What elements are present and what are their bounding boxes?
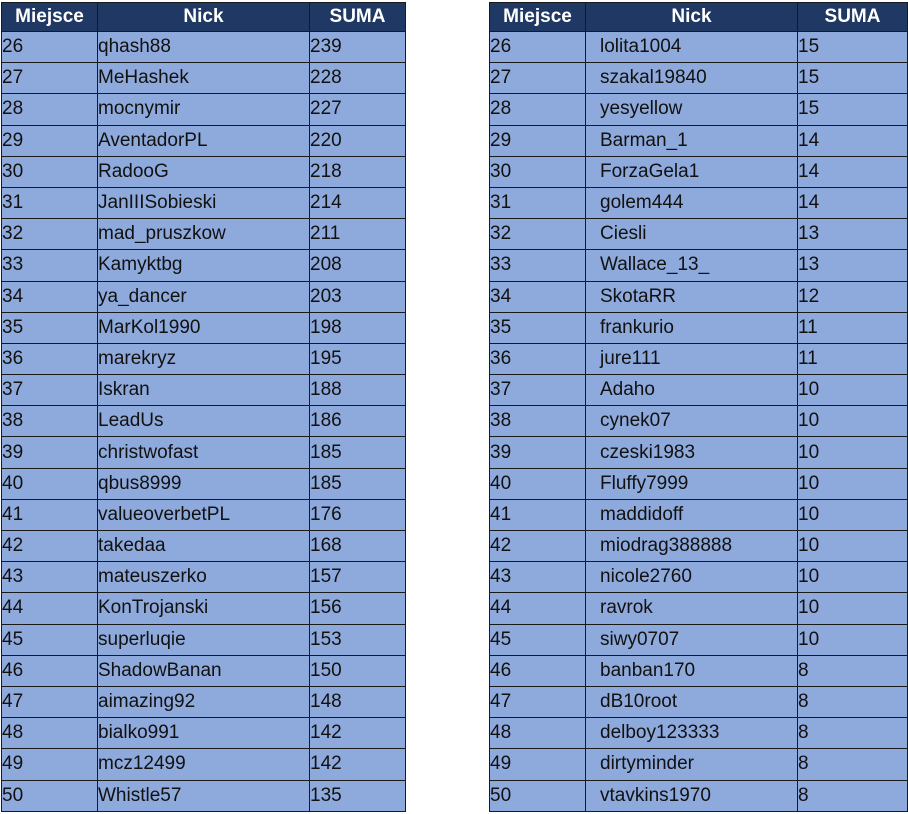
ranking-table-left [1, 2, 406, 812]
nick-cell: czeski1983 [586, 437, 798, 468]
table-row [490, 468, 908, 499]
table-row [2, 562, 406, 593]
sum-cell: 186 [310, 406, 406, 437]
sum-cell: 185 [310, 437, 406, 468]
ranking-rows-left [2, 32, 406, 812]
table-row [490, 437, 908, 468]
place-cell: 42 [2, 531, 98, 562]
nick-cell: frankurio [586, 312, 798, 343]
nick-cell: aimazing92 [98, 686, 310, 717]
place-cell: 48 [2, 718, 98, 749]
place-cell: 46 [2, 655, 98, 686]
place-cell: 28 [490, 94, 586, 125]
table-row [2, 187, 406, 218]
table-row [490, 219, 908, 250]
place-cell: 47 [2, 686, 98, 717]
sum-cell: 239 [310, 32, 406, 63]
sum-cell: 208 [310, 250, 406, 281]
table-row [2, 375, 406, 406]
sum-cell: 11 [798, 312, 908, 343]
table-row [2, 250, 406, 281]
sum-cell: 195 [310, 343, 406, 374]
sum-cell: 15 [798, 32, 908, 63]
table-row [490, 655, 908, 686]
nick-cell: cynek07 [586, 406, 798, 437]
sum-cell: 157 [310, 562, 406, 593]
place-cell: 34 [2, 281, 98, 312]
sum-cell: 10 [798, 531, 908, 562]
table-row [2, 32, 406, 63]
table-row [490, 406, 908, 437]
sum-cell: 220 [310, 125, 406, 156]
table-row [490, 125, 908, 156]
table-row [2, 156, 406, 187]
nick-cell: Kamyktbg [98, 250, 310, 281]
place-cell: 44 [2, 593, 98, 624]
sum-cell: 10 [798, 593, 908, 624]
table-row [2, 437, 406, 468]
table-row [2, 63, 406, 94]
sum-cell: 135 [310, 780, 406, 811]
table-row [2, 686, 406, 717]
sum-cell: 176 [310, 499, 406, 530]
nick-cell: JanIIISobieski [98, 187, 310, 218]
table-row [2, 749, 406, 780]
header-place: Miejsce [2, 3, 98, 32]
sum-cell: 15 [798, 94, 908, 125]
nick-cell: SkotaRR [586, 281, 798, 312]
nick-cell: MeHashek [98, 63, 310, 94]
table-row [490, 94, 908, 125]
sum-cell: 14 [798, 187, 908, 218]
sum-cell: 10 [798, 437, 908, 468]
table-row [2, 593, 406, 624]
sum-cell: 14 [798, 156, 908, 187]
place-cell: 43 [490, 562, 586, 593]
place-cell: 32 [490, 219, 586, 250]
place-cell: 37 [2, 375, 98, 406]
nick-cell: ForzaGela1 [586, 156, 798, 187]
nick-cell: dirtyminder [586, 749, 798, 780]
table-row [490, 343, 908, 374]
table-row [490, 312, 908, 343]
table-row [2, 312, 406, 343]
table-row [490, 531, 908, 562]
nick-cell: Adaho [586, 375, 798, 406]
place-cell: 39 [2, 437, 98, 468]
place-cell: 27 [490, 63, 586, 94]
table-row [490, 686, 908, 717]
sum-cell: 8 [798, 780, 908, 811]
table-row [2, 468, 406, 499]
nick-cell: golem444 [586, 187, 798, 218]
place-cell: 29 [2, 125, 98, 156]
table-row [490, 718, 908, 749]
sum-cell: 153 [310, 624, 406, 655]
table-row [2, 281, 406, 312]
sum-cell: 13 [798, 219, 908, 250]
table-row [2, 343, 406, 374]
sum-cell: 211 [310, 219, 406, 250]
header-sum: SUMA [798, 3, 908, 32]
sum-cell: 227 [310, 94, 406, 125]
sum-cell: 8 [798, 655, 908, 686]
sum-cell: 185 [310, 468, 406, 499]
nick-cell: delboy123333 [586, 718, 798, 749]
place-cell: 49 [2, 749, 98, 780]
table-row [490, 32, 908, 63]
sum-cell: 188 [310, 375, 406, 406]
sum-cell: 214 [310, 187, 406, 218]
header-nick: Nick [586, 3, 798, 32]
nick-cell: takedaa [98, 531, 310, 562]
nick-cell: mocnymir [98, 94, 310, 125]
table-row [2, 655, 406, 686]
nick-cell: christwofast [98, 437, 310, 468]
place-cell: 32 [2, 219, 98, 250]
nick-cell: ya_dancer [98, 281, 310, 312]
place-cell: 36 [2, 343, 98, 374]
nick-cell: RadooG [98, 156, 310, 187]
place-cell: 37 [490, 375, 586, 406]
nick-cell: LeadUs [98, 406, 310, 437]
sum-cell: 12 [798, 281, 908, 312]
table-row [2, 780, 406, 811]
place-cell: 38 [490, 406, 586, 437]
place-cell: 48 [490, 718, 586, 749]
place-cell: 28 [2, 94, 98, 125]
place-cell: 50 [490, 780, 586, 811]
sum-cell: 142 [310, 749, 406, 780]
nick-cell: jure111 [586, 343, 798, 374]
sum-cell: 10 [798, 499, 908, 530]
place-cell: 41 [490, 499, 586, 530]
ranking-rows-right [490, 32, 908, 812]
nick-cell: MarKol1990 [98, 312, 310, 343]
nick-cell: mateuszerko [98, 562, 310, 593]
place-cell: 30 [490, 156, 586, 187]
nick-cell: vtavkins1970 [586, 780, 798, 811]
place-cell: 27 [2, 63, 98, 94]
table-row [490, 593, 908, 624]
place-cell: 34 [490, 281, 586, 312]
place-cell: 46 [490, 655, 586, 686]
nick-cell: ravrok [586, 593, 798, 624]
nick-cell: Wallace_13_ [586, 250, 798, 281]
place-cell: 30 [2, 156, 98, 187]
table-row [490, 499, 908, 530]
sum-cell: 156 [310, 593, 406, 624]
sum-cell: 8 [798, 686, 908, 717]
nick-cell: Barman_1 [586, 125, 798, 156]
place-cell: 42 [490, 531, 586, 562]
ranking-table-right [489, 2, 908, 812]
nick-cell: mad_pruszkow [98, 219, 310, 250]
nick-cell: Iskran [98, 375, 310, 406]
place-cell: 26 [490, 32, 586, 63]
table-row [2, 406, 406, 437]
table-row [490, 749, 908, 780]
nick-cell: dB10root [586, 686, 798, 717]
table-row [490, 250, 908, 281]
place-cell: 33 [490, 250, 586, 281]
place-cell: 47 [490, 686, 586, 717]
nick-cell: qhash88 [98, 32, 310, 63]
header-sum: SUMA [310, 3, 406, 32]
place-cell: 39 [490, 437, 586, 468]
table-row [2, 125, 406, 156]
sum-cell: 150 [310, 655, 406, 686]
table-row [490, 281, 908, 312]
nick-cell: banban170 [586, 655, 798, 686]
table-row [490, 187, 908, 218]
nick-cell: valueoverbetPL [98, 499, 310, 530]
header-row [2, 3, 406, 32]
table-row [490, 375, 908, 406]
table-row [490, 624, 908, 655]
nick-cell: ShadowBanan [98, 655, 310, 686]
table-row [2, 219, 406, 250]
nick-cell: bialko991 [98, 718, 310, 749]
nick-cell: AventadorPL [98, 125, 310, 156]
place-cell: 45 [2, 624, 98, 655]
table-row [490, 562, 908, 593]
place-cell: 31 [490, 187, 586, 218]
sum-cell: 218 [310, 156, 406, 187]
sum-cell: 14 [798, 125, 908, 156]
nick-cell: yesyellow [586, 94, 798, 125]
header-place: Miejsce [490, 3, 586, 32]
place-cell: 35 [2, 312, 98, 343]
nick-cell: lolita1004 [586, 32, 798, 63]
table-row [2, 531, 406, 562]
sum-cell: 10 [798, 562, 908, 593]
table-row [490, 63, 908, 94]
sum-cell: 148 [310, 686, 406, 717]
place-cell: 40 [490, 468, 586, 499]
place-cell: 49 [490, 749, 586, 780]
header-nick: Nick [98, 3, 310, 32]
place-cell: 33 [2, 250, 98, 281]
nick-cell: Whistle57 [98, 780, 310, 811]
place-cell: 50 [2, 780, 98, 811]
sum-cell: 10 [798, 624, 908, 655]
table-row [2, 94, 406, 125]
table-row [2, 499, 406, 530]
nick-cell: qbus8999 [98, 468, 310, 499]
sum-cell: 8 [798, 749, 908, 780]
nick-cell: miodrag388888 [586, 531, 798, 562]
sum-cell: 10 [798, 375, 908, 406]
place-cell: 41 [2, 499, 98, 530]
place-cell: 26 [2, 32, 98, 63]
table-row [490, 156, 908, 187]
table-row [490, 780, 908, 811]
sum-cell: 15 [798, 63, 908, 94]
nick-cell: mcz12499 [98, 749, 310, 780]
place-cell: 43 [2, 562, 98, 593]
nick-cell: marekryz [98, 343, 310, 374]
nick-cell: superluqie [98, 624, 310, 655]
sum-cell: 228 [310, 63, 406, 94]
sum-cell: 10 [798, 406, 908, 437]
place-cell: 44 [490, 593, 586, 624]
sum-cell: 203 [310, 281, 406, 312]
place-cell: 36 [490, 343, 586, 374]
nick-cell: nicole2760 [586, 562, 798, 593]
sum-cell: 8 [798, 718, 908, 749]
sum-cell: 10 [798, 468, 908, 499]
place-cell: 29 [490, 125, 586, 156]
place-cell: 35 [490, 312, 586, 343]
table-row [2, 718, 406, 749]
sum-cell: 13 [798, 250, 908, 281]
nick-cell: szakal19840 [586, 63, 798, 94]
place-cell: 38 [2, 406, 98, 437]
sum-cell: 168 [310, 531, 406, 562]
nick-cell: Ciesli [586, 219, 798, 250]
place-cell: 45 [490, 624, 586, 655]
sum-cell: 11 [798, 343, 908, 374]
nick-cell: siwy0707 [586, 624, 798, 655]
nick-cell: KonTrojanski [98, 593, 310, 624]
nick-cell: Fluffy7999 [586, 468, 798, 499]
nick-cell: maddidoff [586, 499, 798, 530]
place-cell: 31 [2, 187, 98, 218]
header-row [490, 3, 908, 32]
sum-cell: 142 [310, 718, 406, 749]
table-row [2, 624, 406, 655]
sum-cell: 198 [310, 312, 406, 343]
place-cell: 40 [2, 468, 98, 499]
